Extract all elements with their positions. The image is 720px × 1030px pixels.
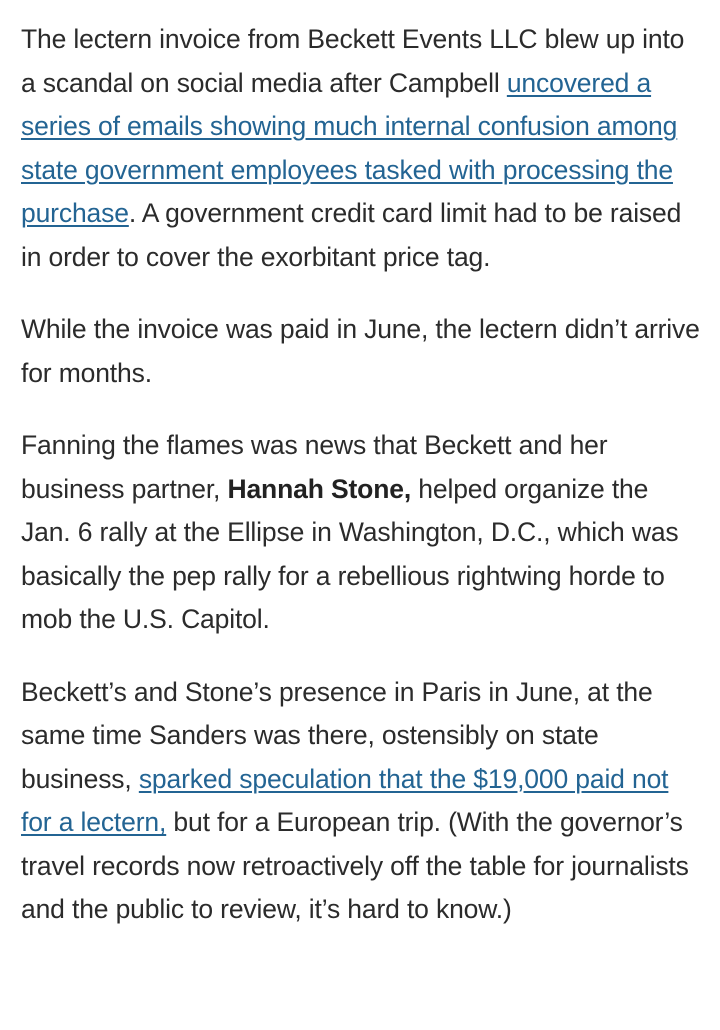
paragraph-text: While the invoice was paid in June, the lectern didn’t arrive for months.: [21, 314, 700, 388]
paragraph-text: helped organize the Jan. 6 rally at the Ellipse in Washington, D.C., which was basically the pep rally for a rebellious rightwing horde to mob the U.S. Capitol.: [21, 473, 679, 634]
paragraph-text: but for a European trip. (With the governor’s travel records now retroactively off the table for journalists and the public to review, it’s hard to know.): [21, 807, 689, 924]
paragraph-text: . A government credit card limit had to be raised in order to cover the exorbitant price tag.: [21, 198, 682, 272]
emails-confusion-link[interactable]: uncovered a series of emails showing much internal confusion among state government employees tasked with processing the purchase: [21, 67, 678, 228]
paragraph-lectern-invoice: [21, 18, 703, 279]
paragraph-text: Fanning the flames was news that Beckett and her business partner,: [21, 430, 608, 504]
article-body: [21, 18, 703, 961]
person-name-bold: Hannah Stone,: [227, 473, 412, 504]
paragraph-text: Beckett’s and Stone’s presence in Paris in June, at the same time Sanders was there, ostensibly on state business,: [21, 676, 653, 794]
paragraph-invoice-paid: [21, 308, 703, 395]
paragraph-fanning-flames: [21, 424, 703, 642]
paragraph-paris-presence: [21, 671, 703, 932]
speculation-link[interactable]: sparked speculation that the $19,000 paid not for a lectern,: [21, 763, 669, 837]
paragraph-text: The lectern invoice from Beckett Events LLC blew up into a scandal on social media after Campbell: [21, 24, 685, 98]
